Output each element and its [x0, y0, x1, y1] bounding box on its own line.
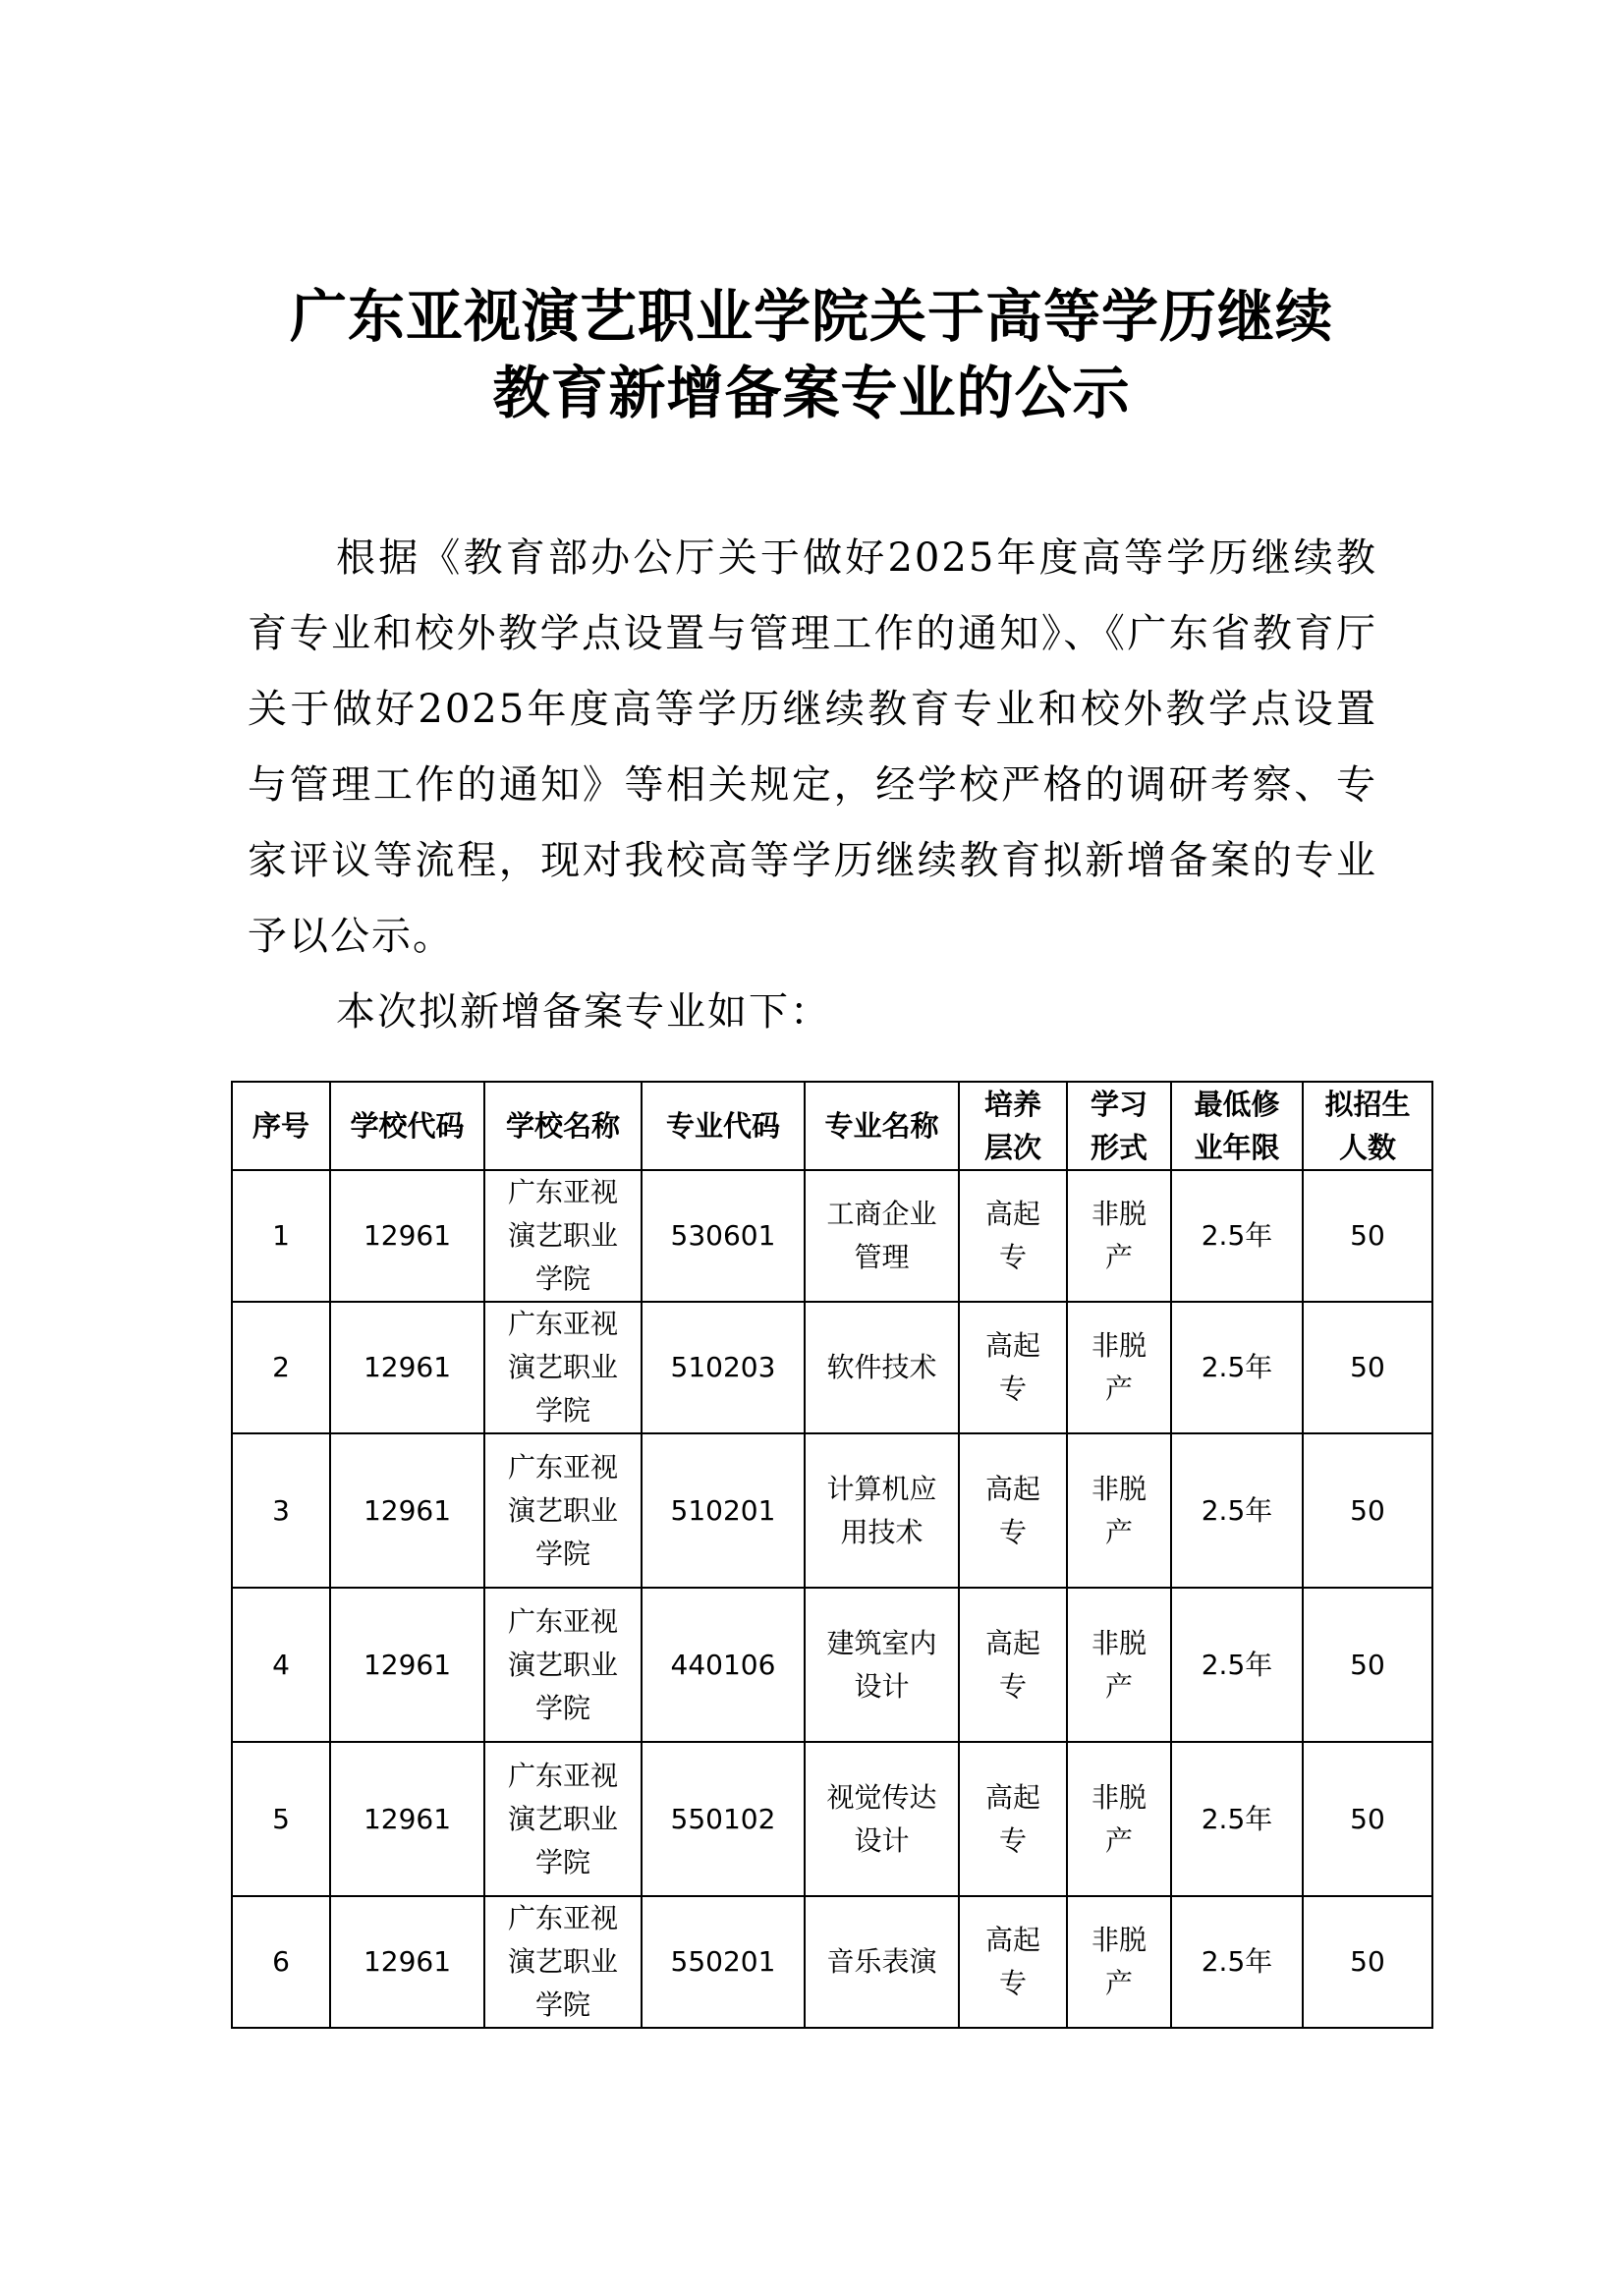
cell-mode: 非脱 产	[1067, 1170, 1171, 1302]
cell-school-code: 12961	[330, 1433, 484, 1588]
header-mode: 学习 形式	[1067, 1082, 1171, 1170]
header-major-code: 专业代码	[642, 1082, 805, 1170]
document-title-line-1: 广东亚视演艺职业学院关于高等学历继续	[289, 283, 1333, 350]
cell-major-name: 软件技术	[805, 1302, 959, 1433]
cell-school-name: 广东亚视 演艺职业 学院	[484, 1742, 642, 1896]
table-row	[232, 1588, 1432, 1742]
cell-level: 高起 专	[959, 1588, 1067, 1742]
cell-school-code: 12961	[330, 1896, 484, 2028]
cell-no: 3	[232, 1433, 330, 1588]
cell-mode: 非脱 产	[1067, 1433, 1171, 1588]
cell-school-name: 广东亚视 演艺职业 学院	[484, 1896, 642, 2028]
cell-major-name: 计算机应 用技术	[805, 1433, 959, 1588]
cell-quota: 50	[1303, 1742, 1432, 1896]
cell-mode: 非脱 产	[1067, 1896, 1171, 2028]
cell-major-code: 510201	[642, 1433, 805, 1588]
cell-quota: 50	[1303, 1170, 1432, 1302]
cell-major-code: 550201	[642, 1896, 805, 2028]
majors-table	[231, 1081, 1433, 2029]
cell-mode: 非脱 产	[1067, 1588, 1171, 1742]
cell-quota: 50	[1303, 1588, 1432, 1742]
cell-years: 2.5年	[1171, 1588, 1303, 1742]
body-paragraph-1: 根据《教育部办公厅关于做好2025年度高等学历继续教育专业和校外教学点设置与管理工作的通知》、《广东省教育厅关于做好2025年度高等学历继续教育专业和校外教学点设置与管理工作的通知》等相关规定，经学校严格的调研考察、专家评议等流程，现对我校高等学历继续教育拟新增备案的专业予以公示。	[248, 535, 1377, 959]
cell-school-code: 12961	[330, 1742, 484, 1896]
cell-quota: 50	[1303, 1302, 1432, 1433]
header-quota: 拟招生 人数	[1303, 1082, 1432, 1170]
cell-level: 高起 专	[959, 1742, 1067, 1896]
cell-school-name: 广东亚视 演艺职业 学院	[484, 1170, 642, 1302]
cell-major-code: 440106	[642, 1588, 805, 1742]
cell-years: 2.5年	[1171, 1302, 1303, 1433]
header-major-name: 专业名称	[805, 1082, 959, 1170]
cell-no: 6	[232, 1896, 330, 2028]
cell-no: 5	[232, 1742, 330, 1896]
document-title-line-2: 教育新增备案专业的公示	[492, 360, 1131, 426]
cell-school-code: 12961	[330, 1170, 484, 1302]
table-row	[232, 1433, 1432, 1588]
cell-mode: 非脱 产	[1067, 1302, 1171, 1433]
table-row	[232, 1742, 1432, 1896]
cell-no: 1	[232, 1170, 330, 1302]
cell-years: 2.5年	[1171, 1896, 1303, 2028]
header-school-name: 学校名称	[484, 1082, 642, 1170]
cell-no: 4	[232, 1588, 330, 1742]
cell-school-code: 12961	[330, 1588, 484, 1742]
cell-years: 2.5年	[1171, 1433, 1303, 1588]
cell-school-name: 广东亚视 演艺职业 学院	[484, 1588, 642, 1742]
cell-major-name: 工商企业 管理	[805, 1170, 959, 1302]
body-paragraph-2: 本次拟新增备案专业如下：	[336, 989, 831, 1035]
cell-school-code: 12961	[330, 1302, 484, 1433]
cell-level: 高起 专	[959, 1896, 1067, 2028]
table-row	[232, 1170, 1432, 1302]
cell-level: 高起 专	[959, 1302, 1067, 1433]
header-level: 培养 层次	[959, 1082, 1067, 1170]
table-row	[232, 1302, 1432, 1433]
cell-level: 高起 专	[959, 1170, 1067, 1302]
cell-level: 高起 专	[959, 1433, 1067, 1588]
cell-major-code: 510203	[642, 1302, 805, 1433]
cell-major-name: 音乐表演	[805, 1896, 959, 2028]
cell-quota: 50	[1303, 1896, 1432, 2028]
table-header-row	[232, 1082, 1432, 1170]
table-row	[232, 1896, 1432, 2028]
body-text	[248, 521, 1377, 1050]
header-no: 序号	[232, 1082, 330, 1170]
cell-major-name: 建筑室内 设计	[805, 1588, 959, 1742]
cell-years: 2.5年	[1171, 1742, 1303, 1896]
cell-quota: 50	[1303, 1433, 1432, 1588]
cell-no: 2	[232, 1302, 330, 1433]
header-school-code: 学校代码	[330, 1082, 484, 1170]
cell-school-name: 广东亚视 演艺职业 学院	[484, 1302, 642, 1433]
cell-mode: 非脱 产	[1067, 1742, 1171, 1896]
cell-major-code: 550102	[642, 1742, 805, 1896]
cell-major-name: 视觉传达 设计	[805, 1742, 959, 1896]
cell-school-name: 广东亚视 演艺职业 学院	[484, 1433, 642, 1588]
cell-years: 2.5年	[1171, 1170, 1303, 1302]
header-years: 最低修 业年限	[1171, 1082, 1303, 1170]
cell-major-code: 530601	[642, 1170, 805, 1302]
